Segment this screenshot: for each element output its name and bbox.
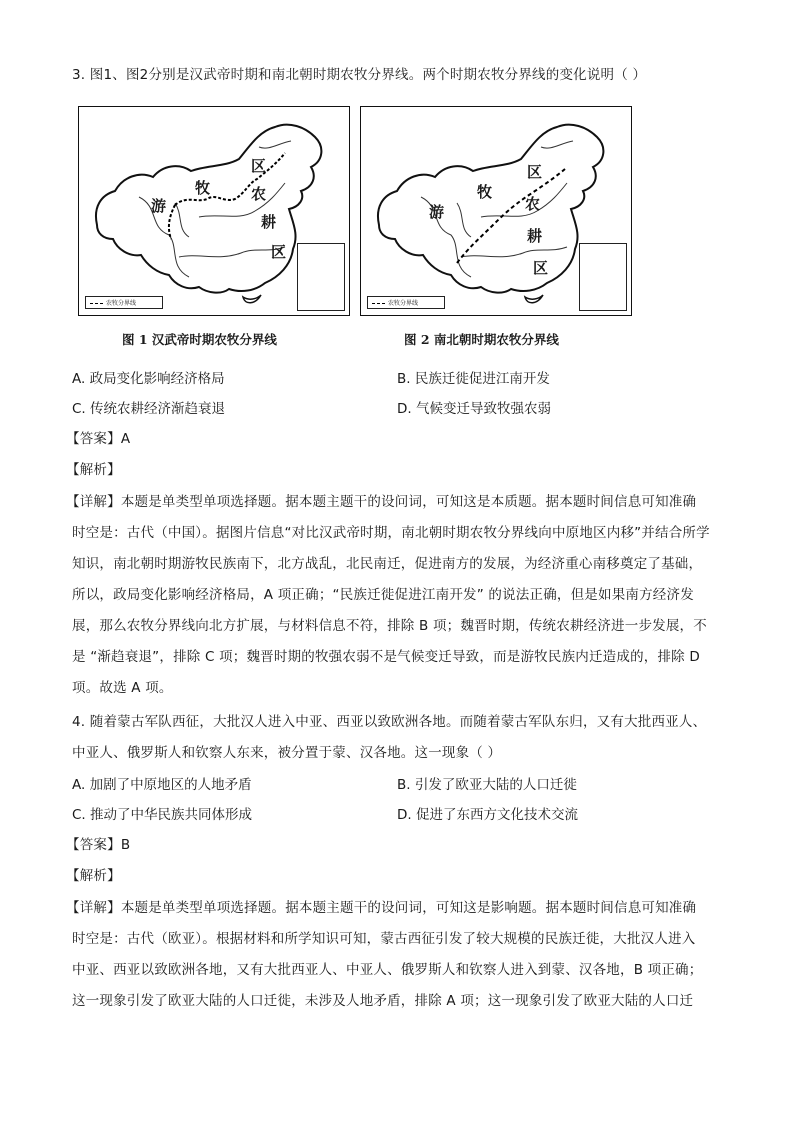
q4-detail-line-2: 时空是：古代（欧亚）。根据材料和所学知识可知，蒙古西征引发了较大规模的民族迁徙，大批汉人进入	[72, 931, 696, 947]
map2-label-qu-top: 区	[527, 163, 543, 181]
map1-label-nong: 农	[251, 185, 267, 203]
q3-detail-text-1: 本题是单类型单项选择题。据本题主题干的设问词，可知这是本质题。据本题时间信息可知准确	[120, 494, 697, 510]
map1-label-mu: 牧	[195, 179, 211, 197]
q4-option-d: D. 促进了东西方文化技术交流	[397, 807, 578, 823]
q4-detail-tag: 【详解】	[66, 900, 121, 916]
q3-detail-line-2: 时空是：古代（中国）。据图片信息“对比汉武帝时期，南北朝时期农牧分界线向中原地区内移”并结合所学	[72, 525, 710, 541]
q3-detail-line-7: 项。故选 A 项。	[72, 680, 173, 696]
q3-option-b: B. 民族迁徙促进江南开发	[397, 371, 550, 387]
q3-option-a: A. 政局变化影响经济格局	[72, 371, 225, 387]
q4-detail-line-3: 中亚、西亚以致欧洲各地，又有大批西亚人、中亚人、俄罗斯人和钦察人进入到蒙、汉各地，B 项正确；	[72, 962, 703, 978]
q3-detail-line-4: 所以，政局变化影响经济格局，A 项正确；“民族迁徙促进江南开发” 的说法正确，但是如果南方经济发	[72, 587, 694, 603]
map1-legend: 农牧分界线	[85, 296, 163, 309]
map2-south-sea-inset	[579, 243, 627, 311]
q3-option-c: C. 传统农耕经济渐趋衰退	[72, 401, 226, 417]
map2-label-nong: 农	[525, 195, 541, 213]
q4-answer-tag: 【答案】	[66, 837, 121, 853]
q3-detail-line-5: 展，那么农牧分界线向北方扩展，与材料信息不符，排除 B 项；魏晋时期，传统农耕经济进一步发展，不	[72, 618, 707, 634]
q3-analysis-tag: 【解析】	[66, 462, 121, 478]
q3-detail-tag: 【详解】	[66, 494, 121, 510]
q4-answer-value: B	[120, 837, 131, 853]
map1-label-qu-top: 区	[251, 157, 267, 175]
q4-stem-line-2: 中亚人、俄罗斯人和钦察人东来，被分置于蒙、汉各地。这一现象（ ）	[72, 745, 502, 761]
map2-label-geng: 耕	[527, 227, 543, 245]
q3-option-d: D. 气候变迁导致牧强农弱	[397, 401, 551, 417]
q3-detail-line-6: 是 “渐趋衰退”，排除 C 项；魏晋时期的牧强农弱不是气候变迁导致，而是游牧民族内迁造成的，排除 D	[72, 649, 700, 665]
q4-answer	[66, 836, 130, 854]
q3-answer	[66, 430, 130, 448]
map1-label-you: 游	[151, 197, 167, 215]
q4-option-c: C. 推动了中华民族共同体形成	[72, 807, 253, 823]
q4-stem-line-1: 4. 随着蒙古军队西征，大批汉人进入中亚、西亚以致欧洲各地。而随着蒙古军队东归，又有大批西亚人、	[72, 714, 707, 730]
map1-label-geng: 耕	[261, 213, 277, 231]
map-2	[360, 106, 632, 316]
map1-label-qu-bottom: 区	[271, 243, 287, 261]
map2-legend: 农牧分界线	[367, 296, 445, 309]
q4-option-a: A. 加剧了中原地区的人地矛盾	[72, 777, 252, 793]
map1-caption: 图 1 汉武帝时期农牧分界线	[122, 332, 277, 347]
q4-analysis-tag: 【解析】	[66, 868, 121, 884]
q4-detail-line-1	[66, 899, 696, 917]
q3-answer-tag: 【答案】	[66, 431, 121, 447]
q3-stem: 3. 图1、图2分别是汉武帝时期和南北朝时期农牧分界线。两个时期农牧分界线的变化说明（ ）	[72, 67, 647, 83]
map-1	[78, 106, 350, 316]
q4-option-b: B. 引发了欧亚大陆的人口迁徙	[397, 777, 577, 793]
map2-label-mu: 牧	[477, 183, 493, 201]
map1-south-sea-inset	[297, 243, 345, 311]
q3-detail-line-1	[66, 493, 696, 511]
q4-detail-text-1: 本题是单类型单项选择题。据本题主题干的设问词，可知这是影响题。据本题时间信息可知准确	[120, 900, 697, 916]
q3-maps	[78, 106, 588, 316]
map2-label-qu-bottom: 区	[533, 259, 549, 277]
q3-detail-line-3: 知识，南北朝时期游牧民族南下，北方战乱，北民南迁，促进南方的发展，为经济重心南移奠定了基础，	[72, 556, 703, 572]
map2-caption: 图 2 南北朝时期农牧分界线	[404, 332, 559, 347]
map2-label-you: 游	[429, 203, 445, 221]
q3-answer-value: A	[120, 431, 131, 447]
q4-detail-line-4: 这一现象引发了欧亚大陆的人口迁徙，未涉及人地矛盾，排除 A 项；这一现象引发了欧亚大陆的人口迁	[72, 993, 694, 1009]
